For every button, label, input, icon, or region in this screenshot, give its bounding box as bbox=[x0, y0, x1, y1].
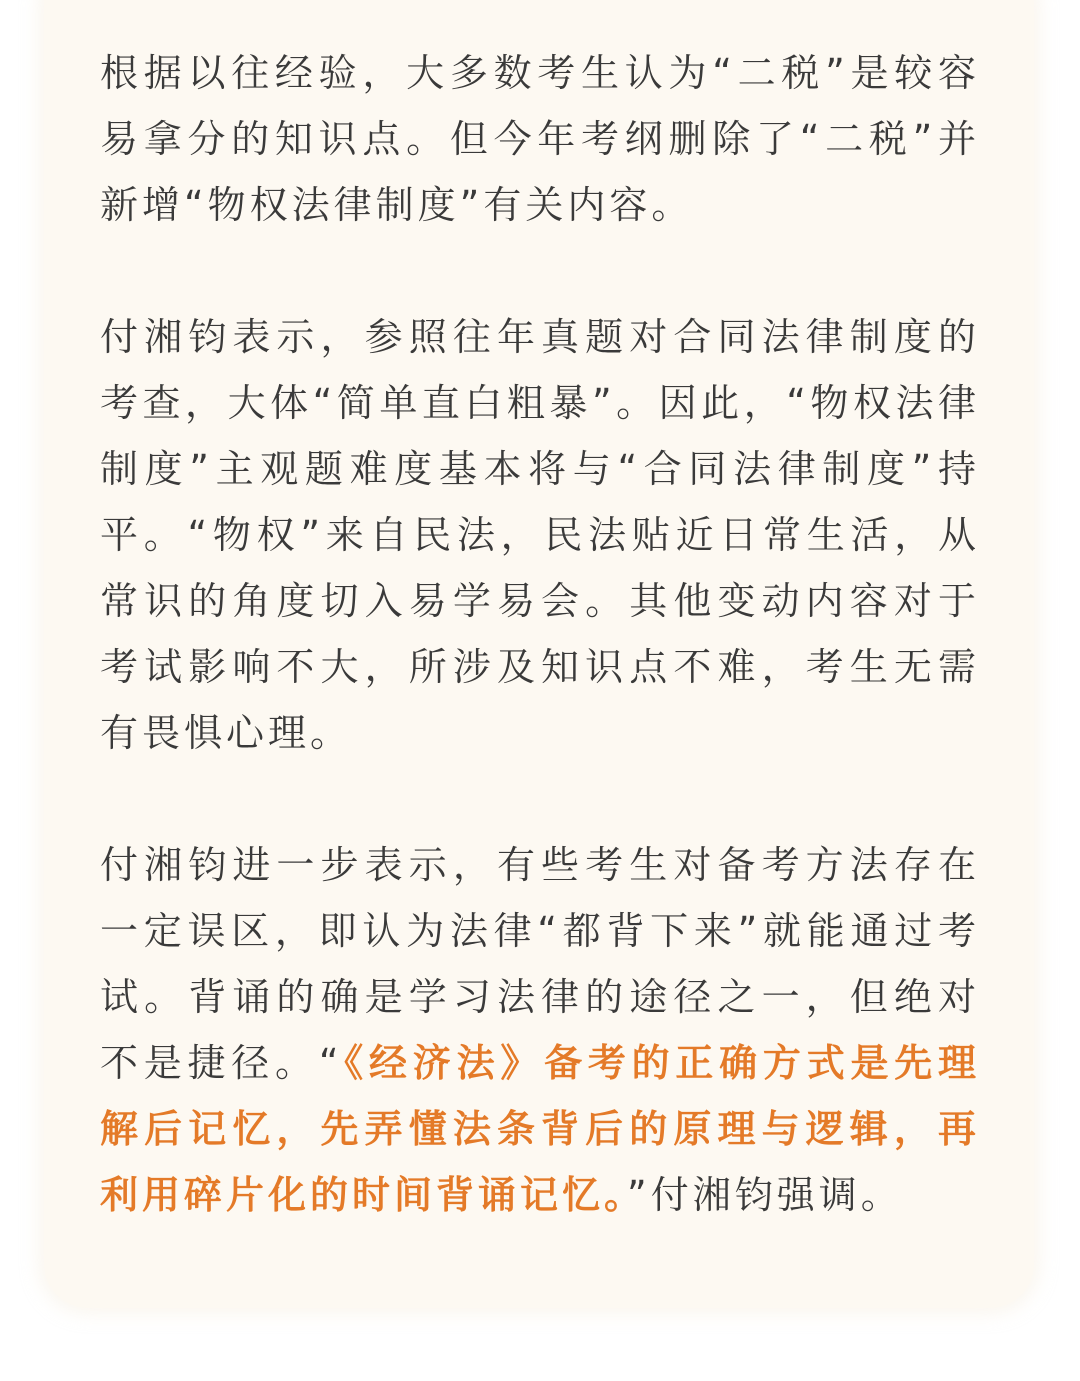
paragraph-1-text: 根据以往经验，大多数考生认为“二税”是较容易拿分的知识点。但今年考纲删除了“二税”并新增“物权法律制度”有关内容。 bbox=[100, 51, 980, 227]
paragraph-2-text: 付湘钧表示，参照往年真题对合同法律制度的考查，大体“简单直白粗暴”。因此，“物权法律制度”主观题难度基本将与“合同法律制度”持平。“物权”来自民法，民法贴近日常生活，从常识的角度切入易学易会。其他变动内容对于考试影响不大，所涉及知识点不难，考生无需有畏惧心理。 bbox=[100, 315, 980, 755]
paragraph-3 bbox=[100, 832, 980, 1228]
paragraph-3-highlight-quote: 《经济法》备考的正确方式是先理解后记忆，先弄懂法条背后的原理与逻辑，再利用碎片化的时间背诵记忆。 bbox=[100, 1041, 980, 1217]
paragraph-3-text-before: 付湘钧进一步表示，有些考生对备考方法存在一定误区，即认为法律“都背下来”就能通过考试。背诵的确是学习法律的途径之一，但绝对不是捷径。“ bbox=[100, 843, 980, 1085]
paragraph-3-text-after: ”付湘钧强调。 bbox=[627, 1173, 903, 1217]
article-body bbox=[100, 40, 980, 1294]
paragraph-1 bbox=[100, 40, 980, 238]
paragraph-2 bbox=[100, 304, 980, 766]
